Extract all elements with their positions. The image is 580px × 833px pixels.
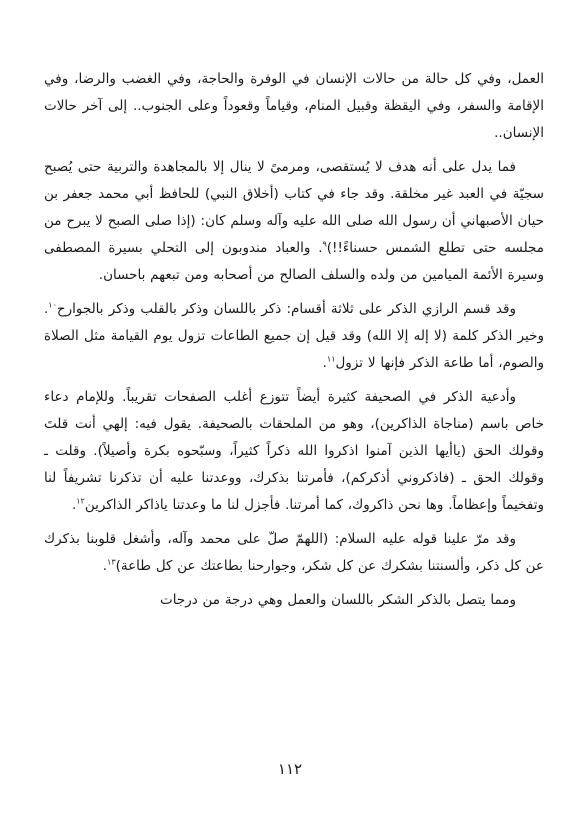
- paragraph-text-tail: .: [102, 558, 108, 574]
- paragraph-text-tail-2: .: [322, 355, 327, 371]
- footnote-marker: ١٢: [76, 496, 85, 506]
- paragraph-6: [44, 587, 544, 614]
- paragraph-4: [44, 384, 544, 519]
- paragraph-2: [44, 154, 544, 289]
- paragraph-3: [44, 296, 544, 377]
- paragraph-text: وقد مرّ علينا قوله عليه السلام: (اللهمّ صلّ على محمد وآله، وأشغل قلوبنا بذكرك عن كل ذكر، وألسنتنا بشكرك عن كل شكر، وجوارحنا بطاعتك عن كل طاعة): [44, 531, 544, 574]
- paragraph-text-tail: . والعباد مندوبون إلى التحلي بسيرة المصطفى وسيرة الأئمة الميامين من ولده والسلف الصالح من أصحابه ومن تبعهم باحسان.: [44, 240, 544, 283]
- paragraph-text: ومما يتصل بالذكر الشكر باللسان والعمل وهي درجة من درجات: [160, 592, 516, 608]
- footnote-marker: ١٠: [48, 300, 57, 310]
- paragraph-text: وأدعية الذكر في الصحيفة كثيرة أيضاً تتوزع أغلب الصفحات تقريباً. وللإمام دعاء خاص باسم (مناجاة الذاكرين)، وهو من الملحقات بالصحيفة. يقول فيه: إلهي أنت قلتَ وقولك الحق (ياأيها الذين آمنوا اذكروا الله ذكراً كثيراً، وسبّحوه بكرة وأصيلاً). وقلت ـ وقولك الحق ـ (فاذكروني أذكركم)، فأمرتنا بذكرك، ووعدتنا عليه أن تذكرنا تشريفاً لنا وتفخيماً وإعظاماً. وها نحن ذاكروك، كما أمرتنا. فأجزل لنا ما وعدتنا ياذاكر الذاكرين: [44, 389, 544, 513]
- paragraph-text: العمل، وفي كل حالة من حالات الإنسان في الوفرة والحاجة، وفي الغضب والرضا، وفي الإقامة والسفر، وفي اليقظة وقبيل المنام، وقياماً وقعوداً وعلى الجنوب.. إلى آخر حالات الإنسان..: [44, 71, 544, 141]
- paragraph-text: فما يدل على أنه هدف لا يُستقصى، ومرمىً لا ينال إلا بالمجاهدة والتربية حتى يُصبح سجيّة في العبد غير مخلقة. وقد جاء في كتاب (أخلاق النبي) للحافظ أبي محمد جعفر بن حيان الأصبهاني أن رسول الله صلى الله عليه وآله وسلم كان: (إذا صلى الصبح لا يبرح من مجلسه حتى تطلع الشمس حسناءً!!): [44, 159, 544, 256]
- page-number: ١١٢: [277, 760, 303, 778]
- paragraph-1: [44, 66, 544, 147]
- paragraph-text: وقد قسم الرازي الذكر على ثلاثة أقسام: ذكر باللسان وذكر بالقلب وذكر بالجوارح: [56, 301, 516, 317]
- paragraph-text-tail: .: [71, 497, 77, 513]
- footnote-marker-2: ١١: [326, 354, 336, 364]
- paragraph-5: [44, 526, 544, 580]
- footnote-marker: ٩: [322, 239, 327, 249]
- footnote-marker: ١٣: [107, 557, 116, 567]
- paragraph-text-tail: . وخير الذكر كلمة (لا إله إلا الله) وقد قيل إن جميع الطاعات تزول يوم القيامة مثل الصلاة والصوم، أما طاعة الذكر فإنها لا تزول: [44, 301, 544, 371]
